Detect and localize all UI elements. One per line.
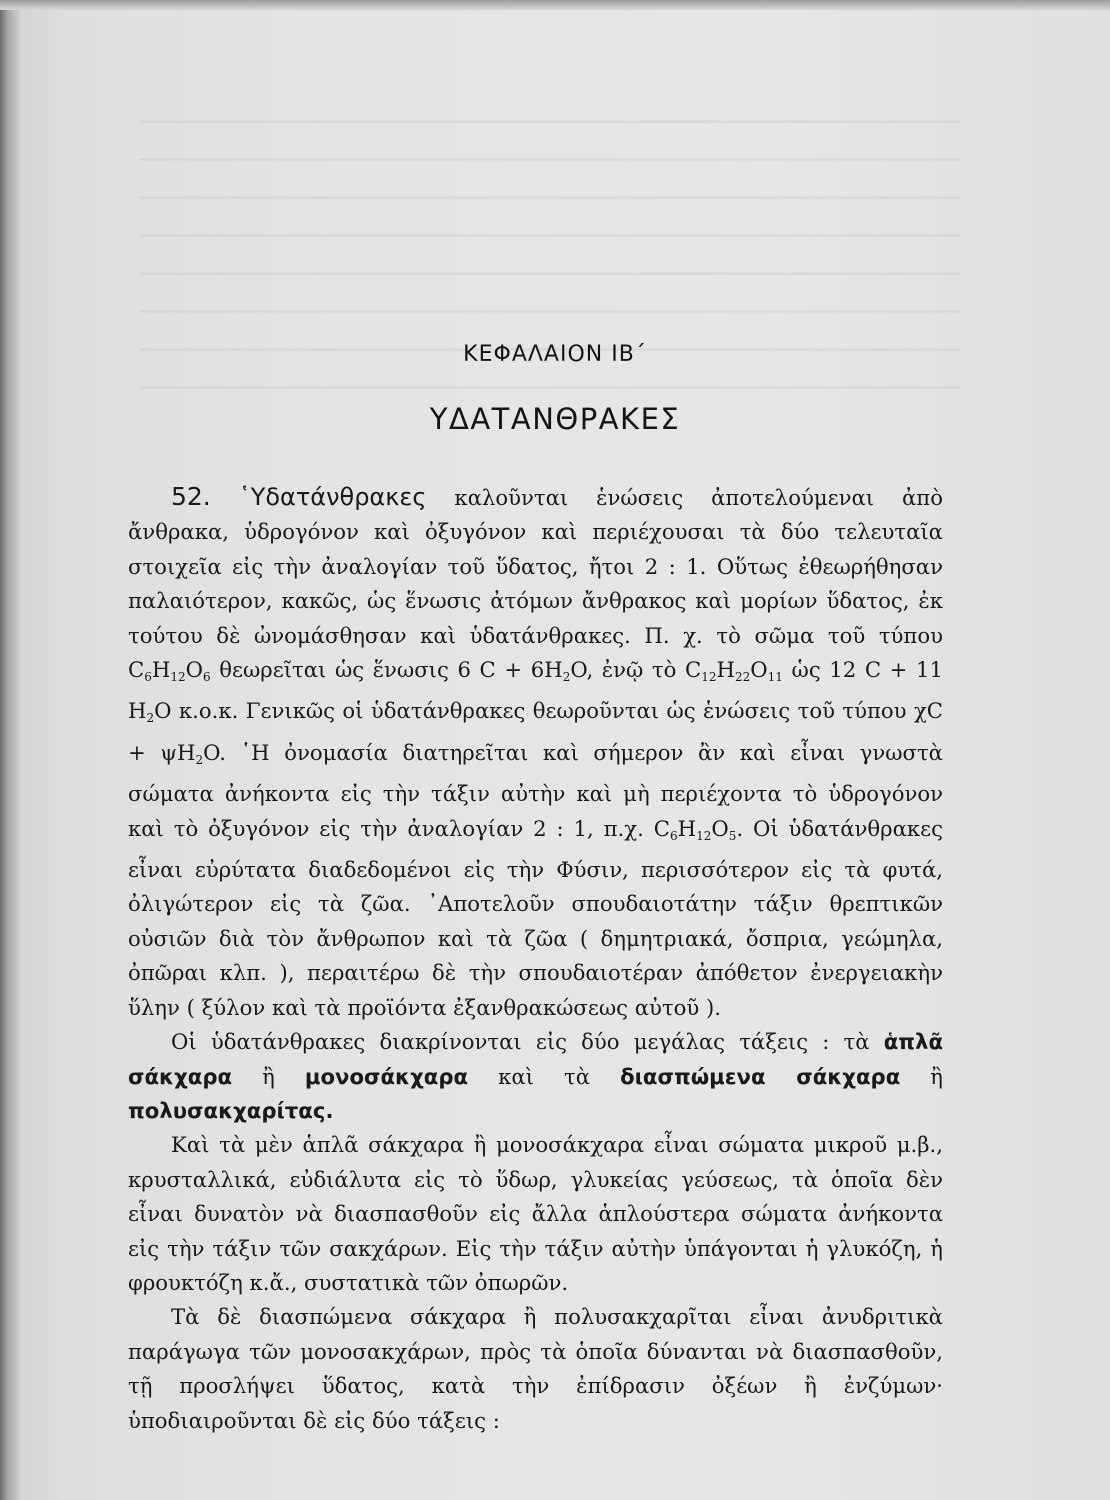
formula-sub: 2	[195, 752, 204, 767]
formula-sub: 11	[767, 670, 783, 685]
formula-sub: 2	[562, 670, 571, 685]
term-polysaccharides: πολυσακχαρίτας	[128, 1097, 326, 1123]
section-text-d: ὡς 12 C + 11 H	[128, 657, 943, 724]
p2-text-c: ἢ	[232, 1063, 305, 1089]
section-text-f: O. ῾Η ὀνομασία διατηρεῖται καὶ σήμερον ἂν καὶ εἶναι γνωστὰ σώματα ἀνήκοντα εἰς τὴν τάξιν αὐτὴν καὶ μὴ περιέχοντα τὸ ὑδρογόνον καὶ τὸ ὀξυγόνον εἰς τὴν ἀναλογίαν 2 : 1, π.χ. C	[128, 739, 943, 841]
chapter-title: ΥΔΑΤΑΝΘΡΑΚΕΣ	[429, 402, 681, 436]
chapter-heading: ΚΕΦΑΛΑΙΟΝ ΙΒ΄	[463, 342, 647, 367]
section-term: ῾Υδατάνθρακες	[238, 483, 427, 511]
paragraph-classes	[128, 1025, 943, 1128]
formula-atom: H	[716, 657, 735, 683]
term-split-sugars: διασπώμενα σάκχαρα	[620, 1063, 901, 1089]
formula-sub: 12	[696, 828, 712, 843]
section-text-g: . Οἱ ὑδατάνθρακες εἶναι εὐρύτατα διαδεδομένοι εἰς τὴν Φύσιν, περισσότερον εἰς τὰ φυτά, ὀλιγώτερον εἰς τὰ ζῶα. ᾿Αποτελοῦν σπουδαιοτάτην τάξιν θρεπτικῶν οὐσιῶν διὰ τὸν ἄνθρωπον καὶ τὰ ζῶα ( δημητριακά, ὄσπρια, γεώμηλα, ὀπῶραι κλπ. ), περαιτέρω δὲ τὴν σπουδαιοτέραν ἀπόθετον ἐνεργειακὴν ὕλην ( ξύλον καὶ τὰ προϊόντα ἐξανθρακώσεως αὐτοῦ ).	[128, 815, 943, 1020]
formula-atom: H	[677, 815, 697, 841]
p2-text-g: ἢ	[900, 1063, 944, 1089]
page-top-edge	[0, 0, 1110, 10]
term-monosaccharides: μονοσάκχαρα	[304, 1063, 469, 1089]
paragraph-monosaccharides: Καὶ τὰ μὲν ἁπλᾶ σάκχαρα ἢ μονοσάκχαρα εἶναι σώματα μικροῦ μ.β., κρυσταλλικά, εὐδιάλυτα εἰς τὸ ὕδωρ, γλυκείας γεύσεως, τὰ ὁποῖα δὲν εἶναι δυνατὸν νὰ διασπασθοῦν εἰς ἄλλα ἁπλούστερα σώματα ἀνήκοντα εἰς τὴν τάξιν τῶν σακχάρων. Εἰς τὴν τάξιν αὐτὴν ὑπάγονται ἡ γλυκόζη, ἡ φρουκτόζη κ.ἄ., συστατικὰ τῶν ὀπωρῶν.	[128, 1132, 943, 1295]
section-text-a: καλοῦνται ἑνώσεις ἀποτελούμεναι ἀπὸ ἄνθρακα, ὑδρογόνον καὶ ὀξυγόνον καὶ περιέχουσαι τὰ δύο τελευταῖα στοιχεῖα εἰς τὴν ἀναλογίαν τοῦ ὕδατος, ἤτοι 2 : 1. Οὕτως ἐθεωρήθησαν παλαιότερον, κακῶς, ὡς ἕνωσις ἀτόμων ἄνθρακος καὶ μορίων ὕδατος, ἐκ τούτου δὲ ὠνομάσθησαν καὶ ὑδατάνθρακες. Π. χ. τὸ σῶμα τοῦ τύπου C	[128, 485, 943, 683]
paragraph-polysaccharides: Τὰ δὲ διασπώμενα σάκχαρα ἢ πολυσακχαρῖται εἶναι ἀνυδριτικὰ παράγωγα τῶν μονοσακχάρων, πρὸς τὰ ὁποῖα δύνανται νὰ διασπασθοῦν, τῇ προσλήψει ὕδατος, κατὰ τὴν ἐπίδρασιν ὀξέων ἢ ἐνζύμων· ὑποδιαιροῦνται δὲ εἰς δύο τάξεις :	[128, 1304, 943, 1433]
formula-atom: H	[151, 657, 171, 683]
formula-atom: O	[750, 657, 768, 683]
show-through-bleed	[140, 100, 960, 420]
formula-atom: O	[185, 657, 203, 683]
formula-sub: 5	[728, 828, 737, 843]
formula-sub: 6	[203, 670, 211, 685]
p2-text-i: .	[325, 1097, 334, 1123]
section-text-e: O κ.ο.κ. Γενικῶς οἱ ὑδατάνθρακες θεωροῦνται ὡς ἑνώσεις τοῦ τύπου χC + ψH	[128, 698, 943, 765]
p2-text-e: καὶ τὰ	[468, 1063, 621, 1089]
formula-sub: 12	[701, 670, 717, 685]
paragraph-section-52	[128, 480, 943, 1025]
term-simple-sugars: ἁπλᾶ σάκχαρα	[128, 1029, 943, 1089]
formula-sub: 6	[669, 828, 678, 843]
formula-sub: 22	[735, 670, 751, 685]
section-text-c: O, ἐνῷ τὸ C	[570, 657, 702, 683]
section-text-b: θεωρεῖται ὡς ἕνωσις 6 C + 6H	[210, 657, 563, 683]
formula-sub: 12	[170, 670, 186, 685]
formula-sub: 6	[144, 670, 152, 685]
p2-text-a: Οἱ ὑδατάνθρακες διακρίνονται εἰς δύο μεγάλας τάξεις : τὰ	[171, 1029, 884, 1055]
body-text	[128, 480, 943, 1438]
formula-sub: 2	[146, 711, 155, 726]
formula-atom: O	[711, 815, 729, 841]
binding-shadow	[0, 0, 20, 1500]
section-number: 52.	[171, 482, 211, 511]
